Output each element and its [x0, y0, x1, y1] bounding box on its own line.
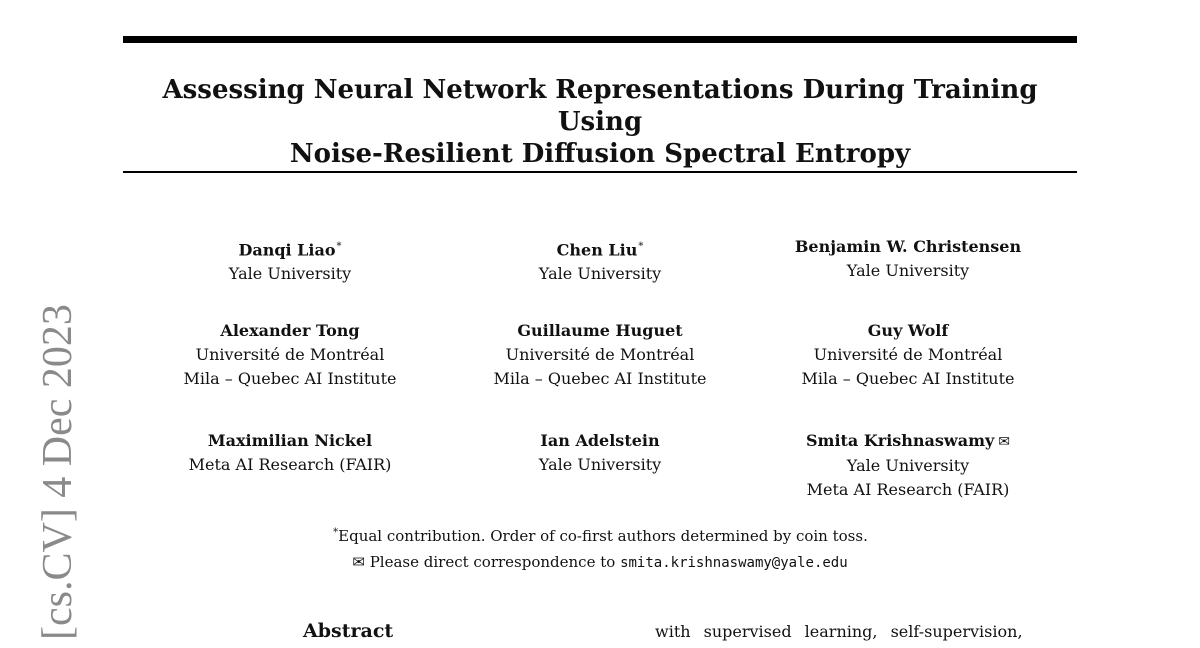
author-affiliation: Université de Montréal	[505, 345, 695, 364]
arxiv-stamp: [cs.CV] 4 Dec 2023	[35, 304, 81, 640]
author-name: Chen Liu*	[556, 240, 644, 260]
author-name: Maximilian Nickel	[207, 431, 373, 450]
equal-contribution-mark: *	[333, 527, 339, 538]
author-affiliation: Yale University	[538, 264, 662, 284]
equal-contribution-mark: *	[336, 241, 342, 252]
author-affiliation: Yale University	[846, 261, 970, 280]
title-line-2: Noise-Resilient Diffusion Spectral Entropy	[289, 139, 911, 169]
author-affiliation: Yale University	[846, 456, 970, 475]
envelope-icon: ✉	[998, 434, 1011, 450]
paper-title	[123, 74, 1077, 170]
author-affiliation: Université de Montréal	[195, 345, 385, 364]
author-affiliation: Mila – Quebec AI Institute	[801, 369, 1015, 388]
author-affiliation: Yale University	[538, 455, 662, 474]
author-affiliation: Mila – Quebec AI Institute	[493, 369, 707, 388]
correspondence-email[interactable]: smita.krishnaswamy@yale.edu	[620, 555, 848, 571]
title-line-1: Assessing Neural Network Representations During Training Using	[162, 75, 1038, 137]
equal-contribution-mark: *	[638, 241, 644, 252]
abstract-text-fragment: with supervised learning, self-supervision,	[655, 622, 1023, 641]
author-block	[758, 235, 1058, 283]
equal-contribution-note: *Equal contribution. Order of co-first authors determined by coin toss.	[333, 527, 868, 545]
author-affiliation: Yale University	[228, 264, 352, 284]
author-block	[140, 319, 440, 391]
author-block	[140, 429, 440, 477]
author-name: Smita Krishnaswamy ✉	[805, 431, 1011, 450]
author-name: Alexander Tong	[220, 321, 360, 340]
top-rule	[123, 36, 1077, 43]
title-rule	[123, 171, 1077, 173]
envelope-icon: ✉	[352, 553, 365, 571]
author-name: Guy Wolf	[867, 321, 949, 340]
author-name: Benjamin W. Christensen	[794, 237, 1022, 256]
author-name: Ian Adelstein	[540, 431, 660, 450]
author-block	[450, 319, 750, 391]
author-affiliation: Meta AI Research (FAIR)	[188, 455, 392, 474]
author-block	[758, 319, 1058, 391]
author-block	[758, 429, 1058, 502]
author-affiliation: Meta AI Research (FAIR)	[806, 480, 1010, 499]
author-affiliation: Mila – Quebec AI Institute	[183, 369, 397, 388]
author-block	[450, 235, 750, 286]
correspondence-note: ✉ Please direct correspondence to smita.krishnaswamy@yale.edu	[352, 553, 848, 571]
author-name: Guillaume Huguet	[517, 321, 683, 340]
author-name: Danqi Liao*	[238, 240, 342, 260]
author-block	[140, 235, 440, 286]
author-affiliation: Université de Montréal	[813, 345, 1003, 364]
author-block	[450, 429, 750, 477]
abstract-heading: Abstract	[303, 620, 394, 642]
